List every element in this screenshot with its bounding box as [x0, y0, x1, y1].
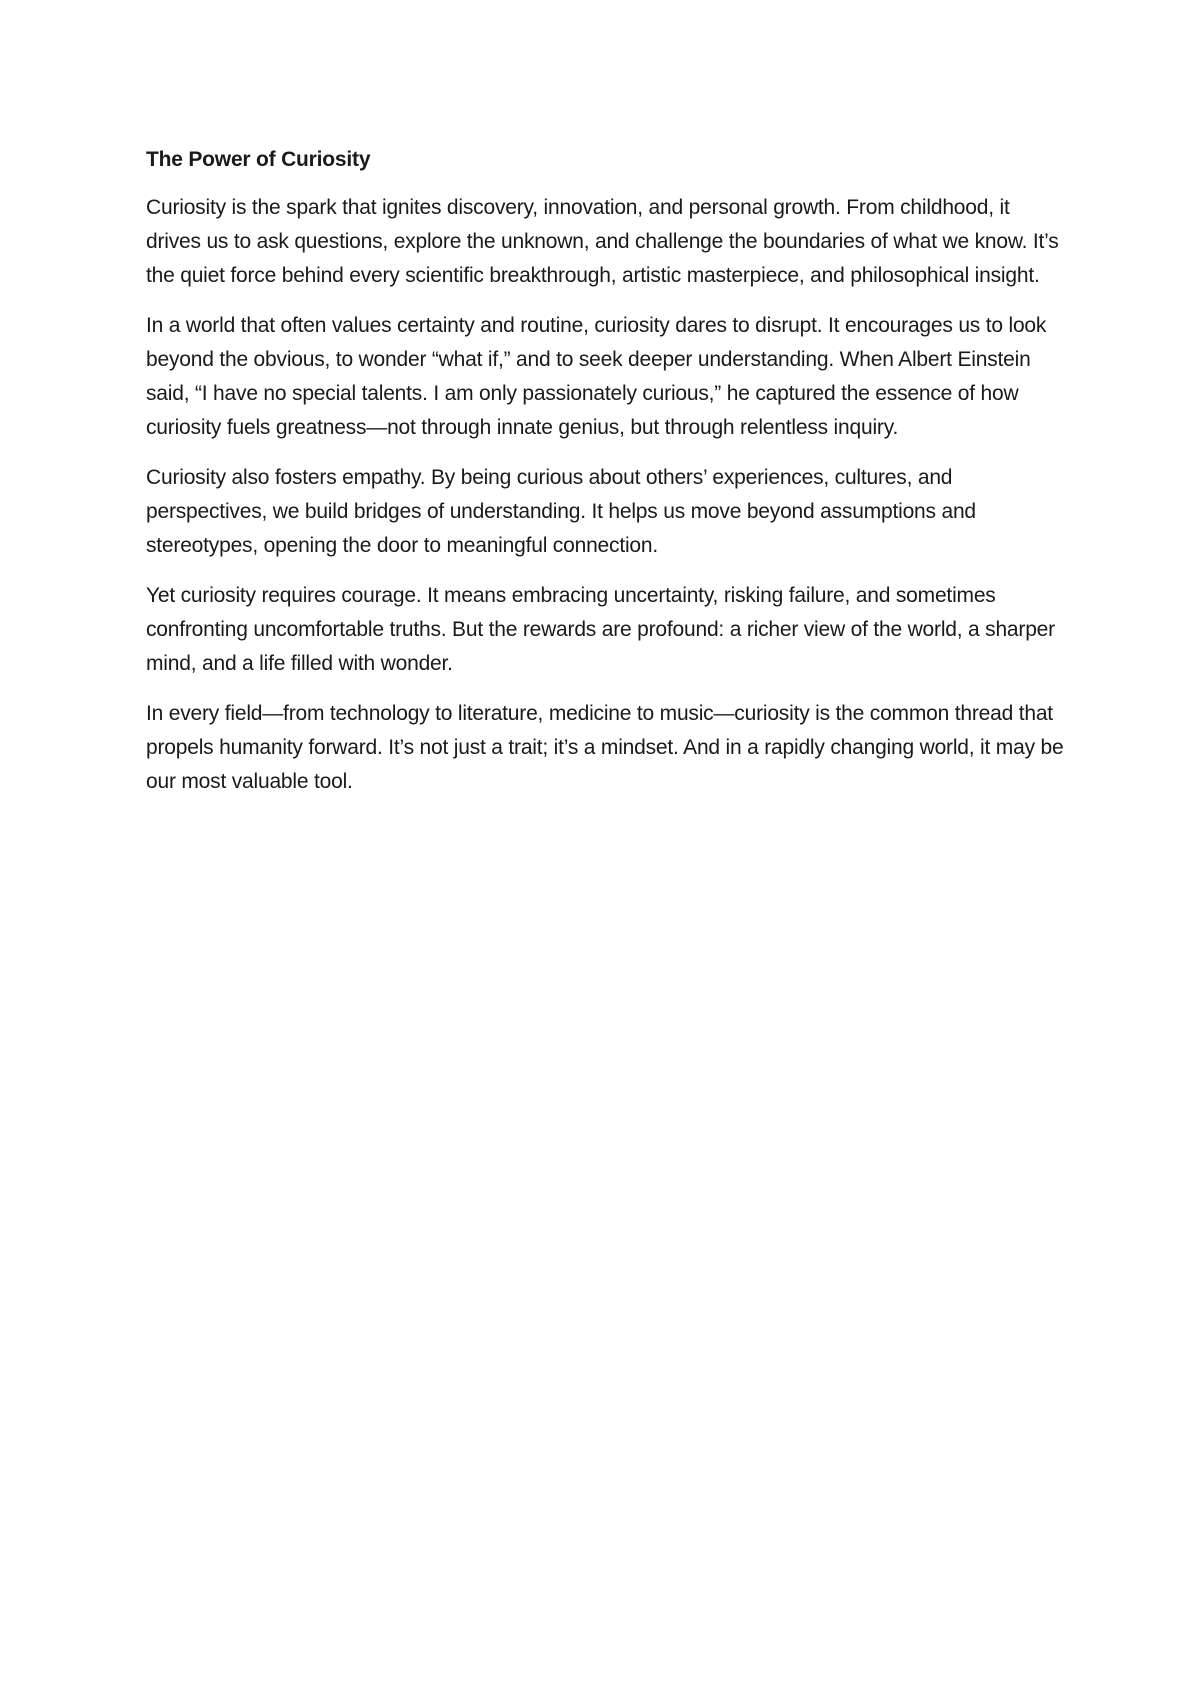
paragraph-2: In a world that often values certainty and routine, curiosity dares to disrupt. It encourages us to look beyond the obvious, to wonder “what if,” and to seek deeper understanding. When Albert Einstein said, “I have no special talents. I am only passionately curious,” he captured the essence of how curiosity fuels greatness—not through innate genius, but through relentless inquiry. [146, 314, 1047, 439]
document-title: The Power of Curiosity [146, 148, 371, 171]
paragraph-5: In every field—from technology to literature, medicine to music—curiosity is the common thread that propels humanity forward. It’s not just a trait; it’s a mindset. And in a rapidly changing world, it may be our most valuable tool. [146, 702, 1064, 793]
paragraph-3: Curiosity also fosters empathy. By being curious about others’ experiences, cultures, and perspectives, we build bridges of understanding. It helps us move beyond assumptions and stereotypes, opening the door to meaningful connection. [146, 466, 976, 557]
paragraph-4: Yet curiosity requires courage. It means embracing uncertainty, risking failure, and sometimes confronting uncomfortable truths. But the rewards are profound: a richer view of the world, a sharper mind, and a life filled with wonder. [146, 584, 1055, 675]
paragraph-1: Curiosity is the spark that ignites discovery, innovation, and personal growth. From childhood, it drives us to ask questions, explore the unknown, and challenge the boundaries of what we know. It’s the quiet force behind every scientific breakthrough, artistic masterpiece, and philosophical insight. [146, 196, 1059, 287]
